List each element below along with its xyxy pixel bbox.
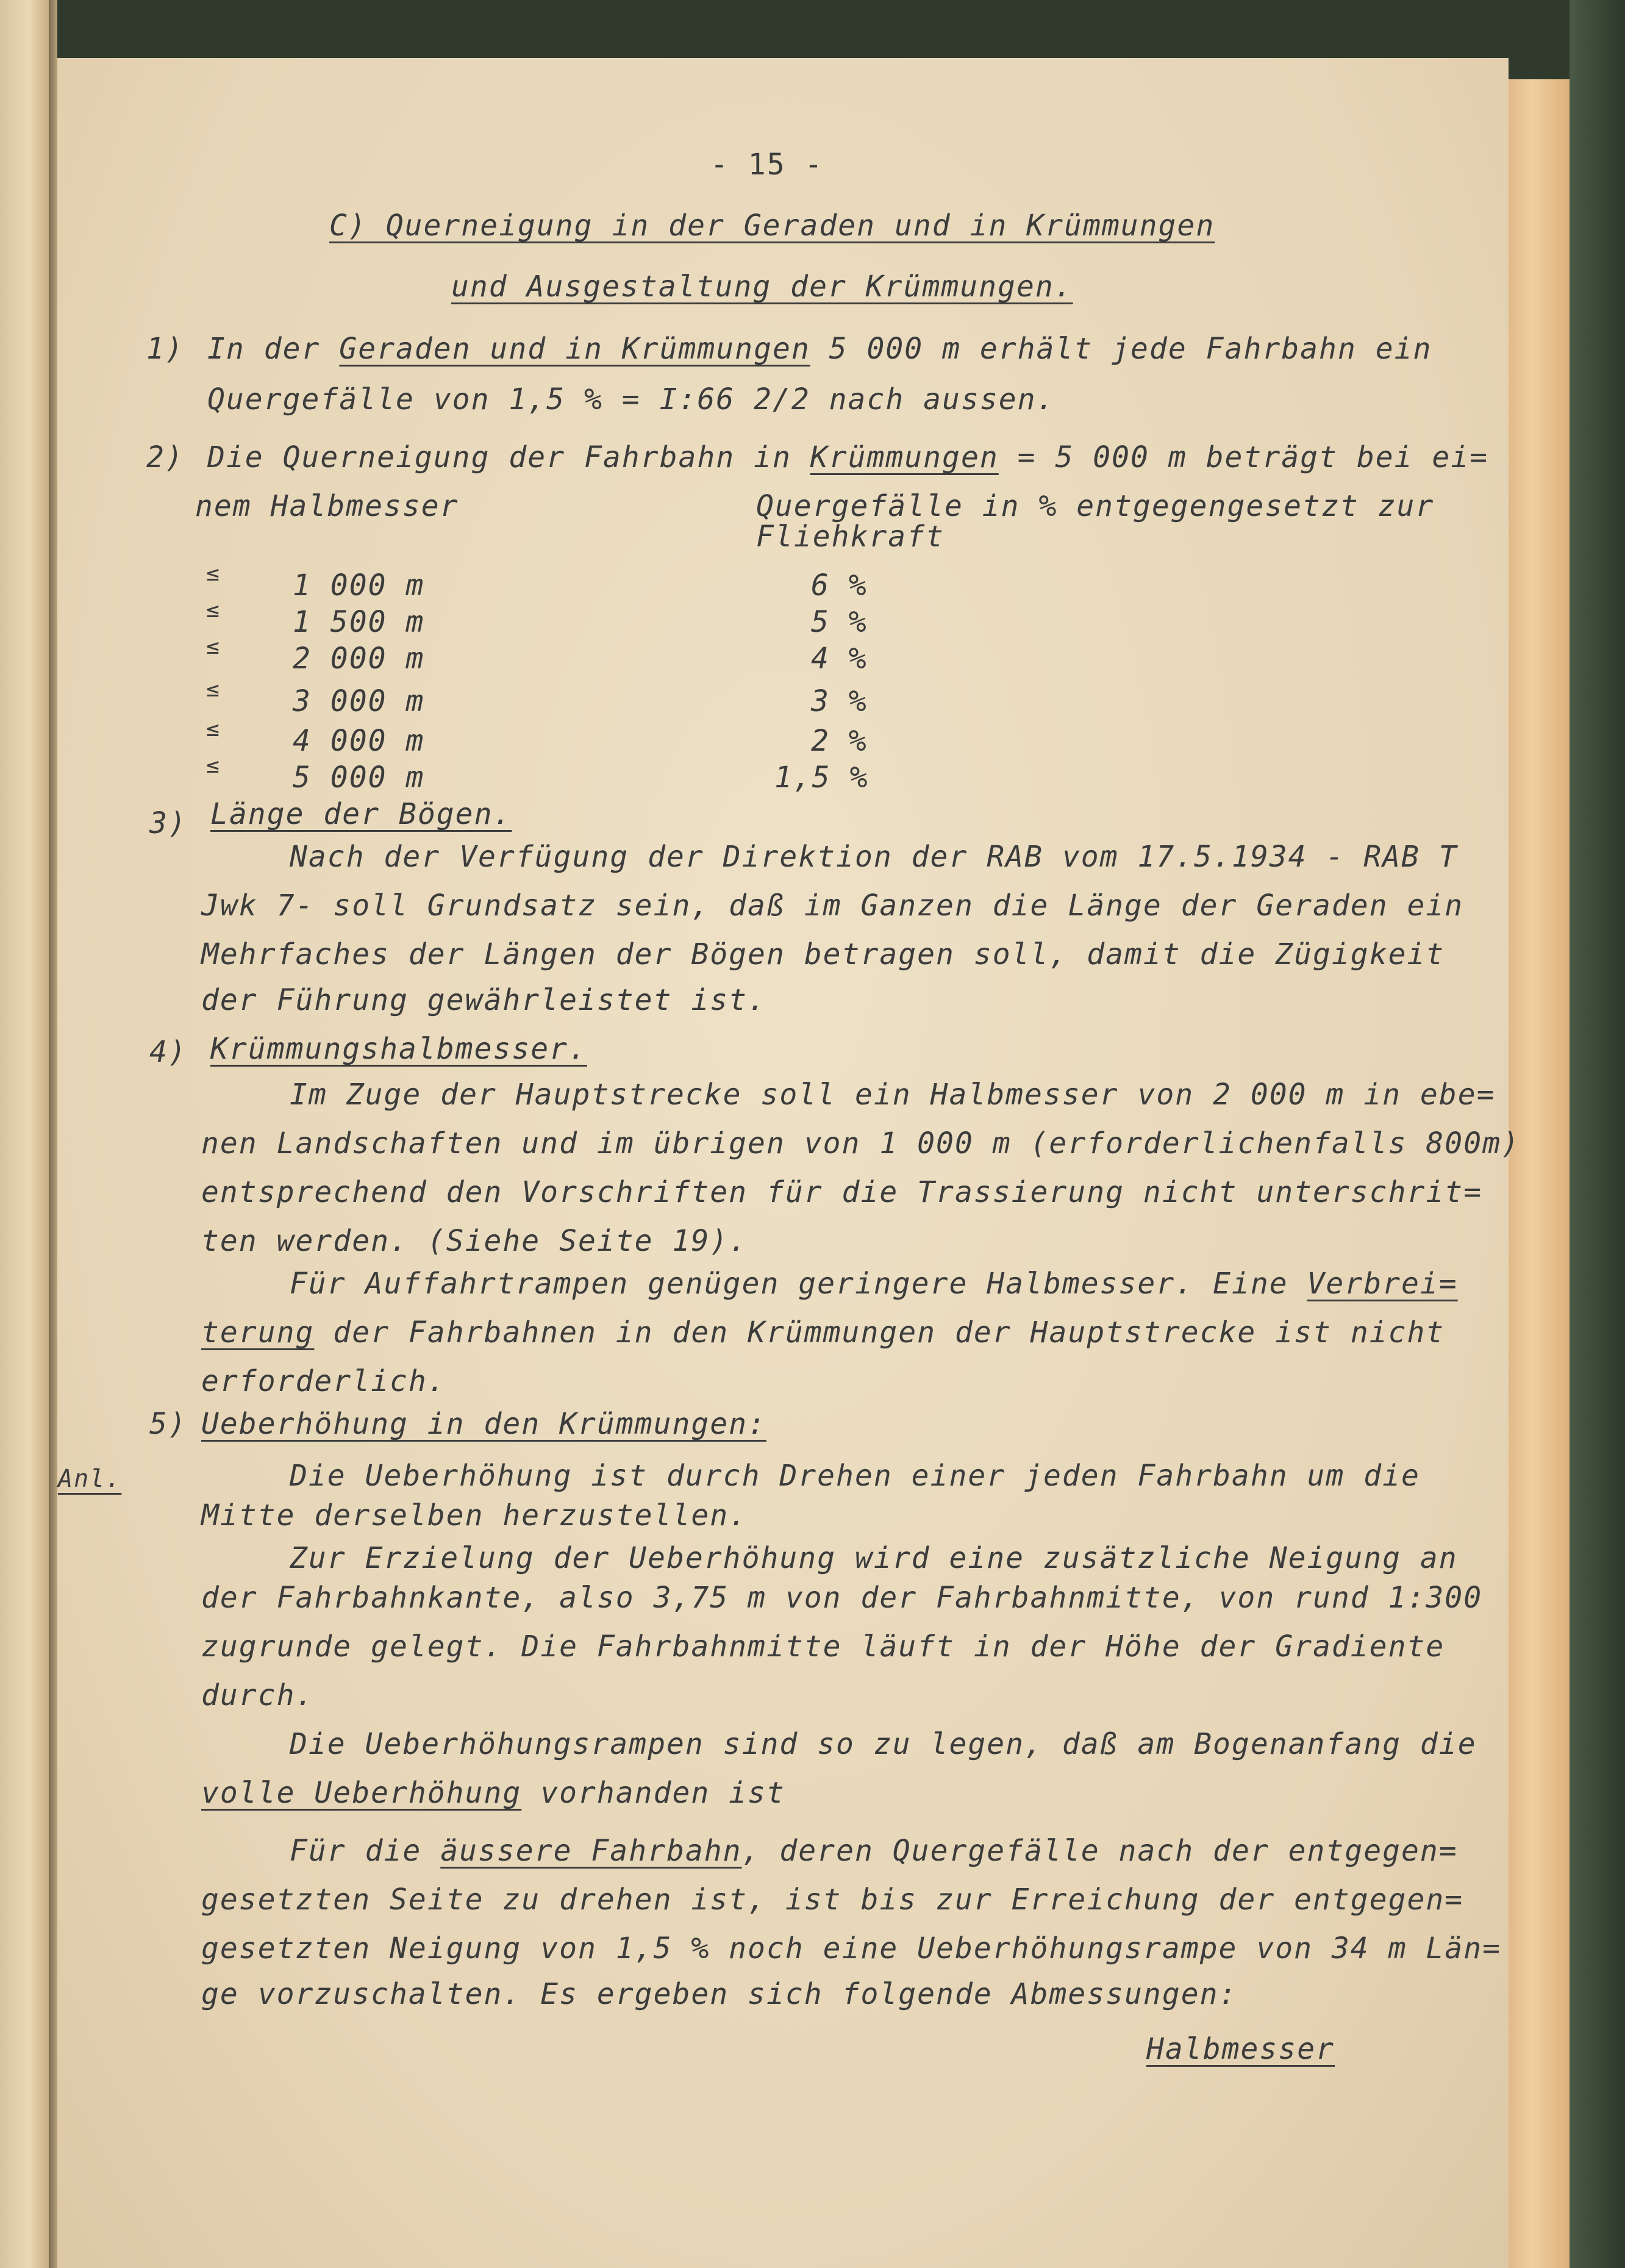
item-3-heading: Länge der Bögen. [210, 797, 512, 831]
item-1-number: 1) [146, 332, 184, 366]
table-slope: 1,5 % [774, 760, 869, 795]
table-slope: 4 % [811, 642, 868, 676]
leq-symbol: ≤ [206, 753, 220, 778]
item-4-line: ten werden. (Siehe Seite 19). [201, 1224, 748, 1258]
table-radius: 4 000 m [293, 724, 425, 758]
margin-note: Anl. [58, 1465, 122, 1493]
item-5-p4-line: ge vorzuschalten. Es ergeben sich folgende Abmessungen: [201, 1977, 1238, 2011]
item-5-p3-post: vorhanden ist [540, 1776, 785, 1810]
item-5-p2-line: durch. [201, 1678, 315, 1712]
item-4-p2-line1 [290, 1265, 1458, 1302]
leq-symbol: ≤ [206, 677, 220, 702]
item-2-underlined: Krümmungen [810, 440, 999, 474]
page-number: - 15 - [710, 148, 824, 182]
item-4-p2-underlined: Verbrei= [1307, 1267, 1458, 1301]
item-5-p4-line: gesetzten Neigung von 1,5 % noch eine Ueberhöhungsrampe von 34 m Län= [201, 1931, 1501, 1966]
item-4-p2-post: der Fahrbahnen in den Krümmungen der Hauptstrecke ist nicht [333, 1315, 1445, 1350]
item-4-number: 4) [149, 1035, 187, 1069]
item-4-line: Im Zuge der Hauptstrecke soll ein Halbmesser von 2 000 m in ebe= [290, 1078, 1496, 1112]
item-5-p4-line1 [290, 1833, 1458, 1869]
leq-symbol: ≤ [206, 561, 220, 586]
item-5-p2-line: zugrunde gelegt. Die Fahrbahnmitte läuft in der Höhe der Gradiente [201, 1629, 1445, 1664]
item-5-p4-line: gesetzten Seite zu drehen ist, ist bis zur Erreichung der entgegen= [201, 1883, 1464, 1917]
item-2-number: 2) [146, 440, 184, 474]
item-2-post: = 5 000 m beträgt bei ei= [1017, 440, 1489, 474]
item-5-p3-underlined: volle Ueberhöhung [201, 1776, 522, 1810]
leq-symbol: ≤ [206, 634, 220, 659]
section-title-line1: C) Querneigung in der Geraden und in Krümmungen [329, 209, 1215, 243]
item-4-p2-line3: erforderlich. [201, 1364, 446, 1398]
item-5-p1-line: Mitte derselben herzustellen. [201, 1498, 748, 1533]
section-title-line2: und Ausgestaltung der Krümmungen. [451, 270, 1073, 304]
item-4-heading: Krümmungshalbmesser. [210, 1032, 587, 1066]
item-5-p2-line: der Fahrbahnkante, also 3,75 m von der Fahrbahnmitte, von rund 1:300 [201, 1581, 1483, 1615]
table-radius: 1 000 m [293, 568, 425, 603]
item-1-line2: Quergefälle von 1,5 % = I:66 2/2 nach aussen. [207, 382, 1055, 417]
item-4-p2-pre: Für Auffahrtrampen genügen geringere Halbmesser. Eine [290, 1267, 1288, 1301]
next-table-heading: Halbmesser [1146, 2032, 1335, 2066]
item-3-line: der Führung gewährleistet ist. [201, 983, 766, 1017]
item-4-p2-line2 [201, 1314, 1445, 1351]
table-radius: 2 000 m [293, 642, 425, 676]
item-5-number: 5) [149, 1407, 187, 1441]
item-1-line1 [207, 331, 1432, 367]
item-3-line: Mehrfaches der Längen der Bögen betragen soll, damit die Zügigkeit [201, 937, 1445, 971]
item-4-line: nen Landschaften und im übrigen von 1 000 m (erforderlichenfalls 800m) [201, 1126, 1520, 1161]
item-5-p1-line: Die Ueberhöhung ist durch Drehen einer jeden Fahrbahn um die [290, 1459, 1420, 1493]
table-header-radius: nem Halbmesser [195, 489, 459, 523]
item-5-p3-line1: Die Ueberhöhungsrampen sind so zu legen, daß am Bogenanfang die [290, 1727, 1477, 1761]
item-5-heading: Ueberhöhung in den Krümmungen: [201, 1407, 766, 1441]
item-2-line1 [207, 439, 1488, 476]
item-3-number: 3) [149, 806, 187, 840]
table-slope: 6 % [811, 568, 868, 603]
item-1-post: 5 000 m erhält jede Fahrbahn ein [829, 332, 1432, 366]
table-radius: 3 000 m [293, 684, 425, 718]
table-header-slope: Quergefälle in % entgegengesetzt zur [756, 489, 1435, 523]
leq-symbol: ≤ [206, 717, 220, 742]
item-3-line: Nach der Verfügung der Direktion der RAB vom 17.5.1934 - RAB T [290, 840, 1458, 874]
table-radius: 5 000 m [293, 760, 425, 795]
item-5-p4-pre: Für die [290, 1834, 422, 1868]
table-radius: 1 500 m [293, 605, 425, 639]
item-2-pre: Die Querneigung der Fahrbahn in [207, 440, 791, 474]
table-slope: 5 % [811, 605, 868, 639]
item-4-line: entsprechend den Vorschriften für die Trassierung nicht unterschrit= [201, 1175, 1483, 1209]
item-5-p4-post: , deren Quergefälle nach der entgegen= [741, 1834, 1458, 1868]
table-slope: 3 % [811, 684, 868, 718]
item-4-p2-underlined-2: terung [201, 1315, 315, 1350]
item-5-p3-line2 [201, 1775, 785, 1811]
table-header-slope-2: Fliehkraft [756, 520, 945, 554]
item-5-p2-line: Zur Erzielung der Ueberhöhung wird eine zusätzliche Neigung an [290, 1541, 1458, 1575]
table-slope: 2 % [811, 724, 868, 758]
item-3-line: Jwk 7- soll Grundsatz sein, daß im Ganzen die Länge der Geraden ein [201, 889, 1464, 923]
item-1-underlined: Geraden und in Krümmungen [339, 332, 810, 366]
item-5-p4-underlined: äussere Fahrbahn [440, 1834, 742, 1868]
item-1-pre: In der [207, 332, 321, 366]
leq-symbol: ≤ [206, 598, 220, 623]
